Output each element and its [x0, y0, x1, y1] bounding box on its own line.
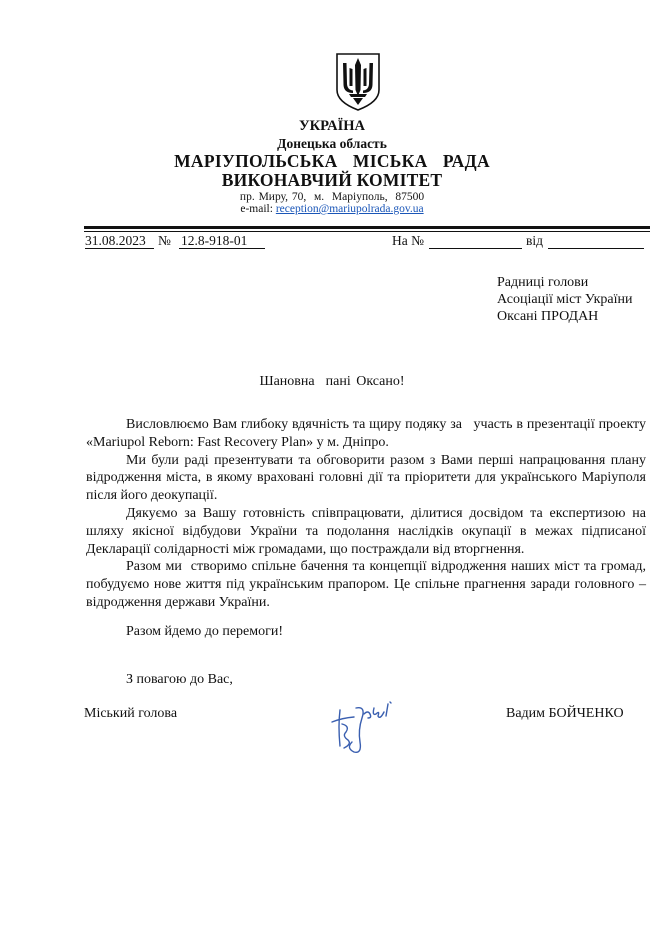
letterhead-country: УКРАЇНА [298, 118, 366, 134]
from-date-label: від [526, 233, 543, 248]
addressee-line: Оксані ПРОДАН [497, 309, 599, 324]
letterhead-council: МАРІУПОЛЬСЬКА МІСЬКА РАДА [174, 151, 490, 171]
letterhead-divider-thin [84, 231, 650, 232]
salutation: Шановна пані Оксано! [259, 374, 405, 389]
document-date: 31.08.2023 [85, 233, 154, 249]
from-date-blank [548, 233, 644, 249]
addressee-block [497, 274, 633, 325]
email-link[interactable]: reception@mariupolrada.gov.ua [275, 203, 424, 215]
body-paragraph: Разом ми створимо спільне бачення та концепції відродження наших міст та громад, побудуємо нове життя під українським прапором. Це спільне прагнення заради головного – відродження держави України. [86, 559, 650, 610]
letterhead-address: пр. Миру, 70, м. Маріуполь, 87500 [239, 191, 425, 203]
letterhead-email-line [0, 203, 664, 215]
reply-to-blank [429, 233, 522, 249]
signatory-name: Вадим БОЙЧЕНКО [506, 706, 624, 721]
closing-regards: З повагою до Вас, [126, 672, 233, 687]
addressee-line: Асоціації міст України [497, 292, 633, 307]
closing-motto: Разом йдемо до перемоги! [126, 624, 284, 639]
handwritten-signature-icon [328, 696, 408, 760]
document-number-sign: № [158, 233, 171, 248]
document-number: 12.8-918-01 [179, 233, 265, 249]
letterhead-region: Донецька область [277, 136, 387, 151]
reply-to-label: На № [392, 233, 424, 248]
signatory-title: Міський голова [84, 706, 178, 721]
trident-coat-of-arms-icon [334, 52, 382, 112]
body-paragraph: Дякуємо за Вашу готовність співпрацювати, ділитися досвідом та експертизою на шляху якісної відбудови України та подолання наслідків окупації в межах підписаної Декларації солідарності між громадами, що постраждали від вторгнення. [86, 505, 646, 557]
email-label: e-mail: [240, 203, 276, 215]
body-paragraph: Висловлюємо Вам глибоку вдячність та щиру подяку за участь в презентації проекту «Mariupol Reborn: Fast Recovery Plan» у м. Дніпро. [86, 417, 650, 450]
addressee-line: Радниці голови [497, 275, 589, 290]
letter-body [86, 416, 650, 612]
letterhead-committee: ВИКОНАВЧИЙ КОМІТЕТ [221, 170, 443, 190]
letterhead-divider-thick [84, 226, 650, 229]
body-paragraph: Ми були раді презентувати та обговорити разом з Вами перші напрацювання плану відродження міста, в якому враховані головні дії та пріоритети для українського Маріуполя після його деокупації. [86, 452, 646, 504]
